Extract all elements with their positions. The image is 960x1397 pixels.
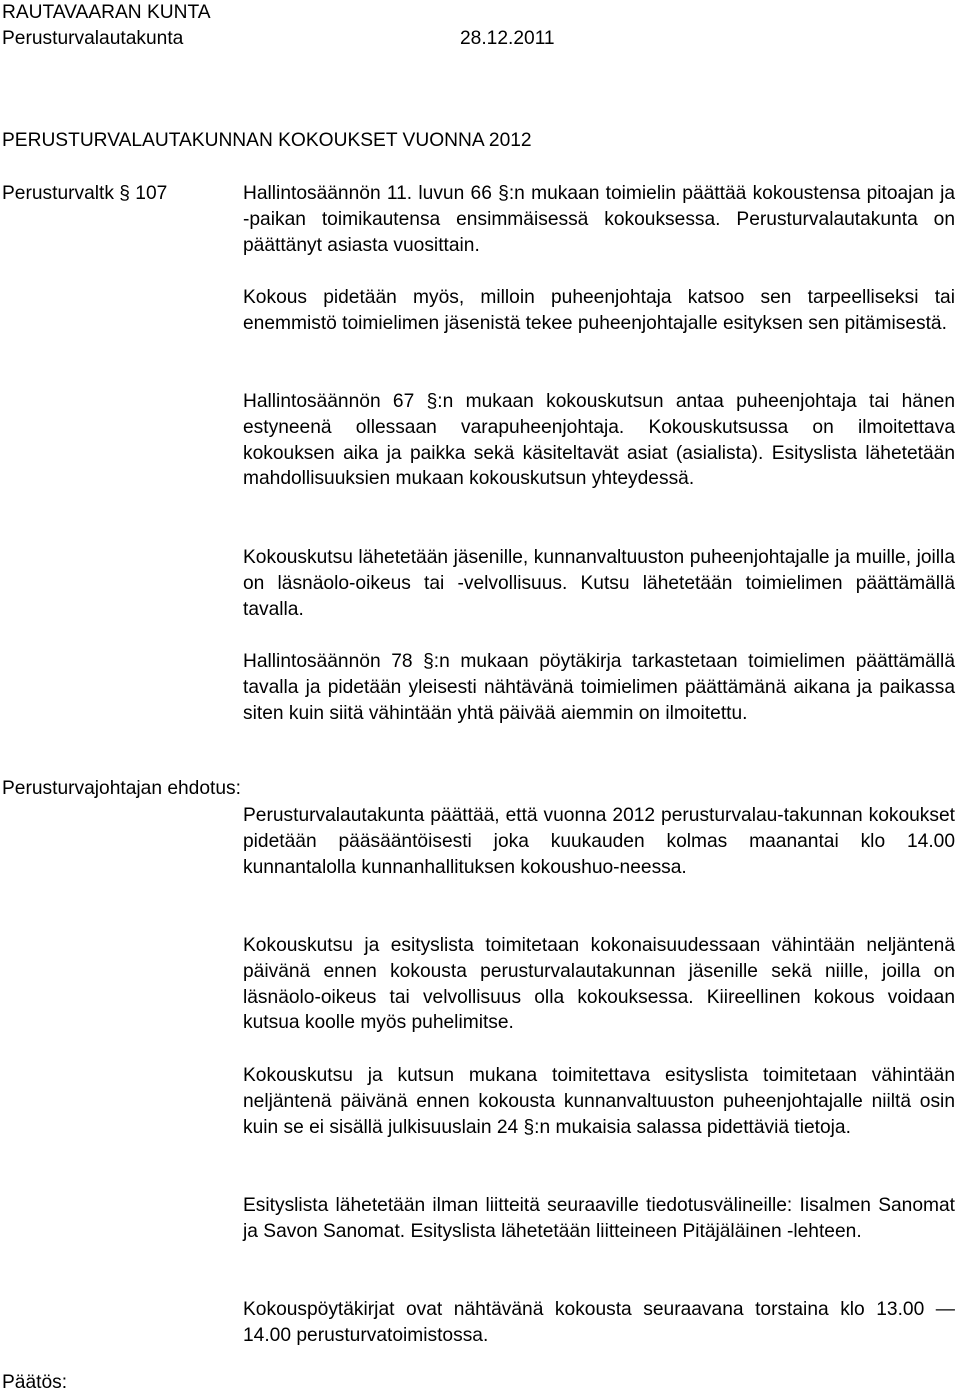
proposal-paragraph: Perusturvalautakunta päättää, että vuonna 2012 perusturvalau-takunnan kokoukset pidetään pääsääntöisesti joka kuukauden kolmas maanantai klo 14.00 kunnantalolla kunnanhallituksen kokoushuo-neessa. (243, 805, 955, 878)
page-title: PERUSTURVALAUTAKUNNAN KOKOUKSET VUONNA 2012 (2, 130, 532, 151)
document-date: 28.12.2011 (460, 28, 555, 49)
body-paragraph: Kokouskutsu lähetetään jäsenille, kunnanvaltuuston puheenjohtajalle ja muille, joilla on läsnäolo-oikeus tai -velvollisuus. Kutsu lähetetään toimielimen päättämällä tavalla. (243, 547, 955, 620)
decision-label: Päätös: (2, 1372, 68, 1393)
proposal-paragraph: Kokouskutsu ja kutsun mukana toimitettava esityslista toimitetaan vähintään neljäntenä päivänä ennen kokousta kunnanvaltuuston puheenjohtajalle niiltä osin kuin se ei sisällä julkisuuslain 24 §:n mukaisia salassa pidettäviä tietoja. (243, 1065, 955, 1138)
body-paragraph: Hallintosäännön 67 §:n mukaan kokouskutsun antaa puheenjohtaja tai hänen estyneenä ollessaan varapuheenjohtaja. Kokouskutsussa on ilmoitettava kokouksen aika ja paikka sekä käsiteltavät asiat (asialista). Esityslista lähetetään mahdollisuuksien mukaan kokouskutsun yhteydessä. (243, 391, 955, 490)
body-paragraph: Hallintosäännön 78 §:n mukaan pöytäkirja tarkastetaan toimielimen päättämällä tavalla ja pidetään yleisesti nähtävänä toimielimen päättämänä aikana ja paikassa siten kuin siitä vähintään yhtä päivää aiemmin on ilmoitettu. (243, 651, 955, 724)
proposal-paragraph: Esityslista lähetetään ilman liitteitä seuraaville tiedotusvälineille: Iisalmen Sanomat ja Savon Sanomat. Esityslista lähetetään liitteineen Pitäjäläinen -lehteen. (243, 1195, 955, 1242)
body-paragraph: Hallintosäännön 11. luvun 66 §:n mukaan toimielin päättää kokoustensa pitoajan ja -paikan toimikautensa ensimmäisessä kokouksessa. Perusturvalautakunta on päättänyt asiasta vuosittain. (243, 183, 955, 256)
proposal-paragraph: Kokouskutsu ja esityslista toimitetaan kokonaisuudessaan vähintään neljäntenä päivänä ennen kokousta perusturvalautakunnan jäsenille sekä niille, joilla on läsnäolo-oikeus tai velvollisuus olla kokouksessa. Kiireellinen kokous voidaan kutsua koolle myös puhelimitse. (243, 935, 955, 1034)
proposal-paragraph: Kokouspöytäkirjat ovat nähtävänä kokousta seuraavana torstaina klo 13.00 — 14.00 perusturvatoimistossa. (243, 1299, 955, 1346)
section-reference: Perusturvaltk § 107 (2, 183, 168, 204)
board-name: Perusturvalautakunta (2, 28, 184, 49)
municipality-name: RAUTAVAARAN KUNTA (2, 2, 211, 23)
body-paragraph: Kokous pidetään myös, milloin puheenjohtaja katsoo sen tarpeelliseksi tai enemmistö toimielimen jäsenistä tekee puheenjohtajalle esityksen sen pitämisestä. (243, 287, 955, 334)
proposal-label: Perusturvajohtajan ehdotus: (2, 778, 241, 799)
